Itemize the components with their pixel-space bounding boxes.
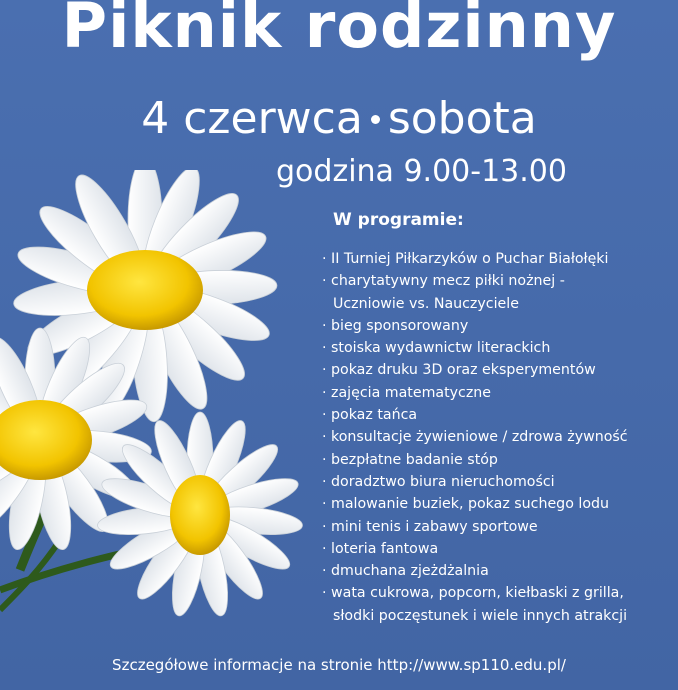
poster-title: Piknik rodzinny <box>61 0 617 62</box>
program-list <box>322 248 672 627</box>
daisy-flowers-image <box>0 170 330 650</box>
program-item: · wata cukrowa, popcorn, kiełbaski z grilla, <box>322 585 624 602</box>
program-item: słodki poczęstunek i wiele innych atrakcji <box>333 607 628 624</box>
program-item: · pokaz tańca <box>322 407 418 424</box>
program-item: · bezpłatne badanie stóp <box>322 451 498 468</box>
date-day: 4 czerwca <box>141 93 363 144</box>
program-item: · bieg sponsorowany <box>322 317 469 334</box>
program-item: · II Turniej Piłkarzyków o Puchar Białołęki <box>322 251 609 267</box>
event-date <box>0 92 678 146</box>
program-item: · charytatywny mecz piłki nożnej - <box>322 273 565 290</box>
footer-info: Szczegółowe informacje na stronie http://www.sp110.edu.pl/ <box>112 656 566 674</box>
program-item: · pokaz druku 3D oraz eksperymentów <box>322 362 596 379</box>
program-item: · stoiska wydawnictw literackich <box>322 340 551 357</box>
program-item: · mini tenis i zabawy sportowe <box>322 518 538 535</box>
event-hours: godzina 9.00-13.00 <box>276 154 567 189</box>
program-item: · zajęcia matematyczne <box>322 384 492 401</box>
program-item: · loteria fantowa <box>322 540 439 557</box>
separator-dot-icon <box>371 115 380 124</box>
program-item: · dmuchana zjeżdżalnia <box>322 563 489 580</box>
program-item: · konsultacje żywieniowe / zdrowa żywność <box>322 429 628 446</box>
date-weekday: sobota <box>387 93 537 144</box>
program-item: · doradztwo biura nieruchomości <box>322 473 555 490</box>
program-item: Uczniowie vs. Nauczyciele <box>333 295 519 312</box>
program-item: · malowanie buziek, pokaz suchego lodu <box>322 496 609 513</box>
program-heading: W programie: <box>333 210 464 230</box>
